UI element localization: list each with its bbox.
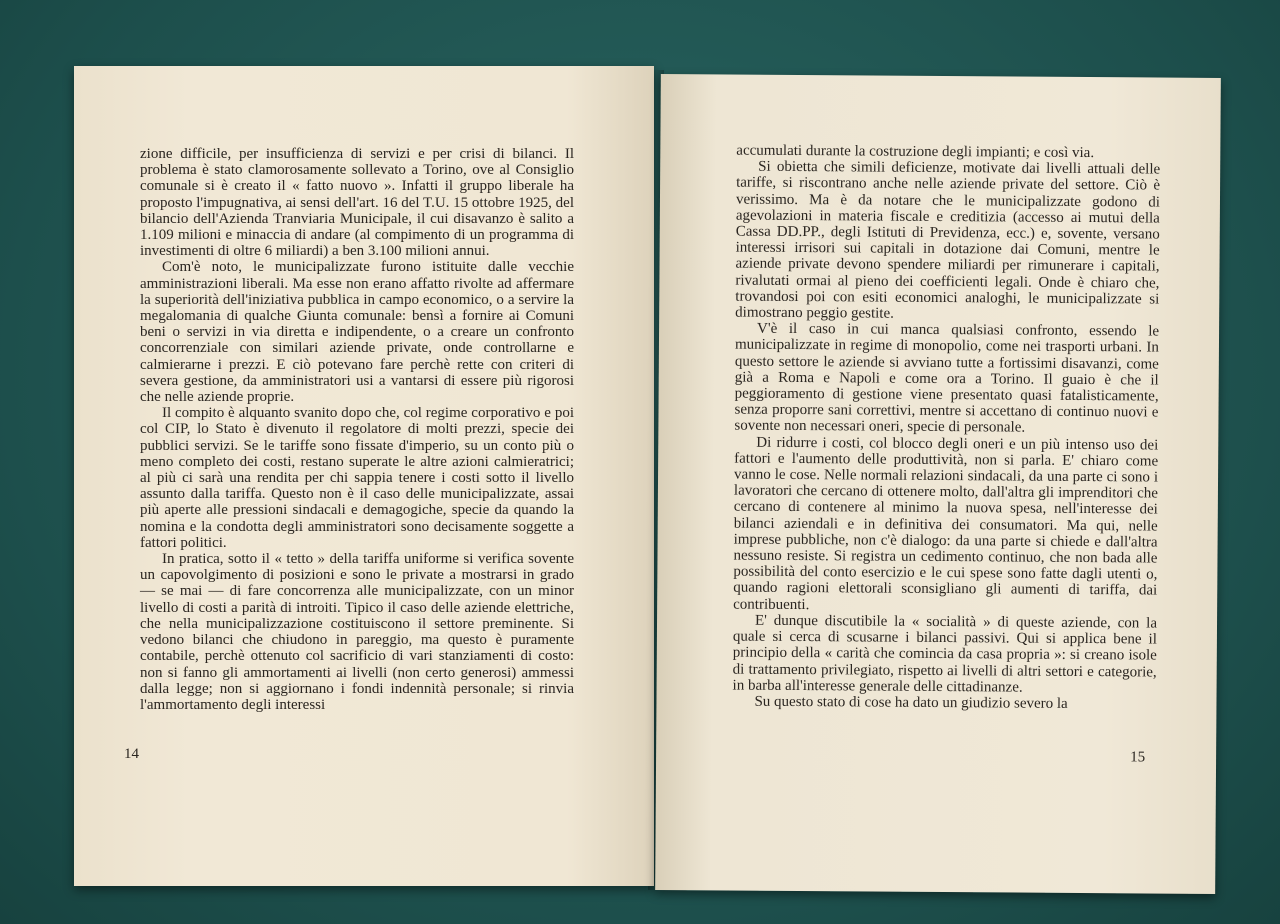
paragraph: In pratica, sotto il « tetto » della tariffa uniforme si verifica sovente un capovolgimento di posizioni e sono le private a mostrarsi in grado — se mai — di fare concorrenza alle municipalizzate, con un minor livello di costi a parità di introiti. Tipico il caso delle aziende elettriche, che nella municipalizzazione costituiscono il settore preminente. Si vedono bilanci che chiudono in pareggio, ma questo è puramente contabile, perchè ottenuto col sacrificio di vari stanziamenti di costo: non si fanno gli ammortamenti ai livelli (non certo generosi) ammessi dalla legge; non si aggiornano i fondi indennità personale; si rinvia l'ammortamento degli interessi bbox=[140, 551, 574, 713]
paragraph: Com'è noto, le municipalizzate furono istituite dalle vecchie amministrazioni liberali. Ma esse non erano affatto rivolte ad affermare la superiorità dell'iniziativa pubblica in campo economico, o a servire la megalomania di qualche Giunta comunale: bensì a fornire ai Comuni beni o servizi in via diretta e indipendente, o a creare un confronto concorrenziale con similari aziende private, onde controllarne e calmierarne i prezzi. E ciò potevano fare perchè rette con criteri di severa gestione, da amministratori usi a vantarsi di essere più rigorosi che nelle aziende proprie. bbox=[140, 259, 574, 406]
paragraph: V'è il caso in cui manca qualsiasi confronto, essendo le municipalizzate in regime di monopolio, come nei trasporti urbani. In questo settore le aziende si avviano tutte a fortissimi disavanzi, come già a Roma e Napoli e come ora a Torino. Il guaio è che il peggioramento di gestione viene presentato quasi fatalisticamente, senza proporre sani correttivi, mentre si accettano di continuo nuovi e sovente non necessari oneri, specie di personale. bbox=[734, 320, 1160, 437]
paragraph: Si obietta che simili deficienze, motivate dai livelli attuali delle tariffe, si riscontrano anche nelle aziende private del settore. Ciò è verissimo. Ma è da notare che le municipalizzate godono di agevolazioni in materia fiscale e creditizia (accesso ai mutui della Cassa DD.PP., degli Istituti di Previdenza, ecc.) e, sovente, versano interessi irrisori sui capitali in dotazione dai Comuni, mentre le aziende private devono spendere miliardi per rimunerare i capitali, rivalutati ormai al pieno dei coefficienti legali. Onde è chiaro che, trovandosi poi con esiti economici analoghi, le municipalizzate si dimostrano peggio gestite. bbox=[735, 158, 1161, 322]
left-page-text bbox=[140, 146, 574, 713]
paragraph: E' dunque discutibile la « socialità » di queste aziende, con la quale si cerca di scusarne i bilanci passivi. Qui si applica bene il principio della « carità che comincia da casa propria »: si creano isole di trattamento privilegiato, rispetto ai livelli di altri settori e categorie, in barba all'interesse generale delle cittadinanze. bbox=[732, 612, 1158, 696]
page-number: 15 bbox=[1130, 749, 1146, 766]
paragraph: zione difficile, per insufficienza di servizi e per crisi di bilanci. Il problema è stato clamorosamente sollevato a Torino, ove al Consiglio comunale si è creato il « fatto nuovo ». Infatti il gruppo liberale ha proposto l'impugnativa, ai sensi dell'art. 16 del T.U. 15 ottobre 1925, del bilancio dell'Azienda Tranviaria Municipale, il cui disavanzo è salito a 1.109 milioni e minaccia di andare (al compimento di un programma di investimenti di oltre 6 miliardi) a ben 3.100 milioni annui. bbox=[140, 146, 574, 260]
left-page bbox=[74, 66, 654, 886]
paragraph: Su questo stato di cose ha dato un giudizio severo la bbox=[754, 693, 1068, 712]
right-page-text bbox=[732, 143, 1160, 713]
paragraph: Di ridurre i costi, col blocco degli oneri e un più intenso uso dei fattori e l'aumento delle produttività, non si parla. E' chiaro come vanno le cose. Nelle normali relazioni sindacali, da una parte ci sono i lavoratori che cercano di ottenere molto, dall'altra gli imprenditori che cercano di contenere al minimo la nuova spesa, nell'interesse dei bilanci aziendali e in definitiva dei consumatori. Ma qui, nelle imprese pubbliche, non c'è dialogo: da una parte si chiede e dall'altra nessuno resiste. Si registra un cedimento continuo, che non bada alle possibilità del conto esercizio e le cui spese sono fatte dagli utenti o, quando ragioni elettorali sconsigliano gli aumenti di tariffa, dai contribuenti. bbox=[733, 434, 1159, 613]
page-number: 14 bbox=[124, 746, 139, 762]
right-page bbox=[655, 74, 1221, 894]
paragraph: accumulati durante la costruzione degli impianti; e così via. bbox=[736, 142, 1095, 162]
paragraph: Il compito è alquanto svanito dopo che, col regime corporativo e poi col CIP, lo Stato è divenuto il regolatore di molti prezzi, specie dei pubblici servizi. Se le tariffe sono fissate d'imperio, su un conto più o meno completo dei costi, restano superate le altre azioni calmieratrici; al più ci sarà una rendita per chi sappia tenere i costi sotto il livello assunto dalla tariffa. Questo non è il caso delle municipalizzate, assai più aperte alle pressioni sindacali e demagogiche, specie da quando la nomina e la condotta degli amministratori sono decisamente soggette a fattori politici. bbox=[140, 405, 574, 551]
